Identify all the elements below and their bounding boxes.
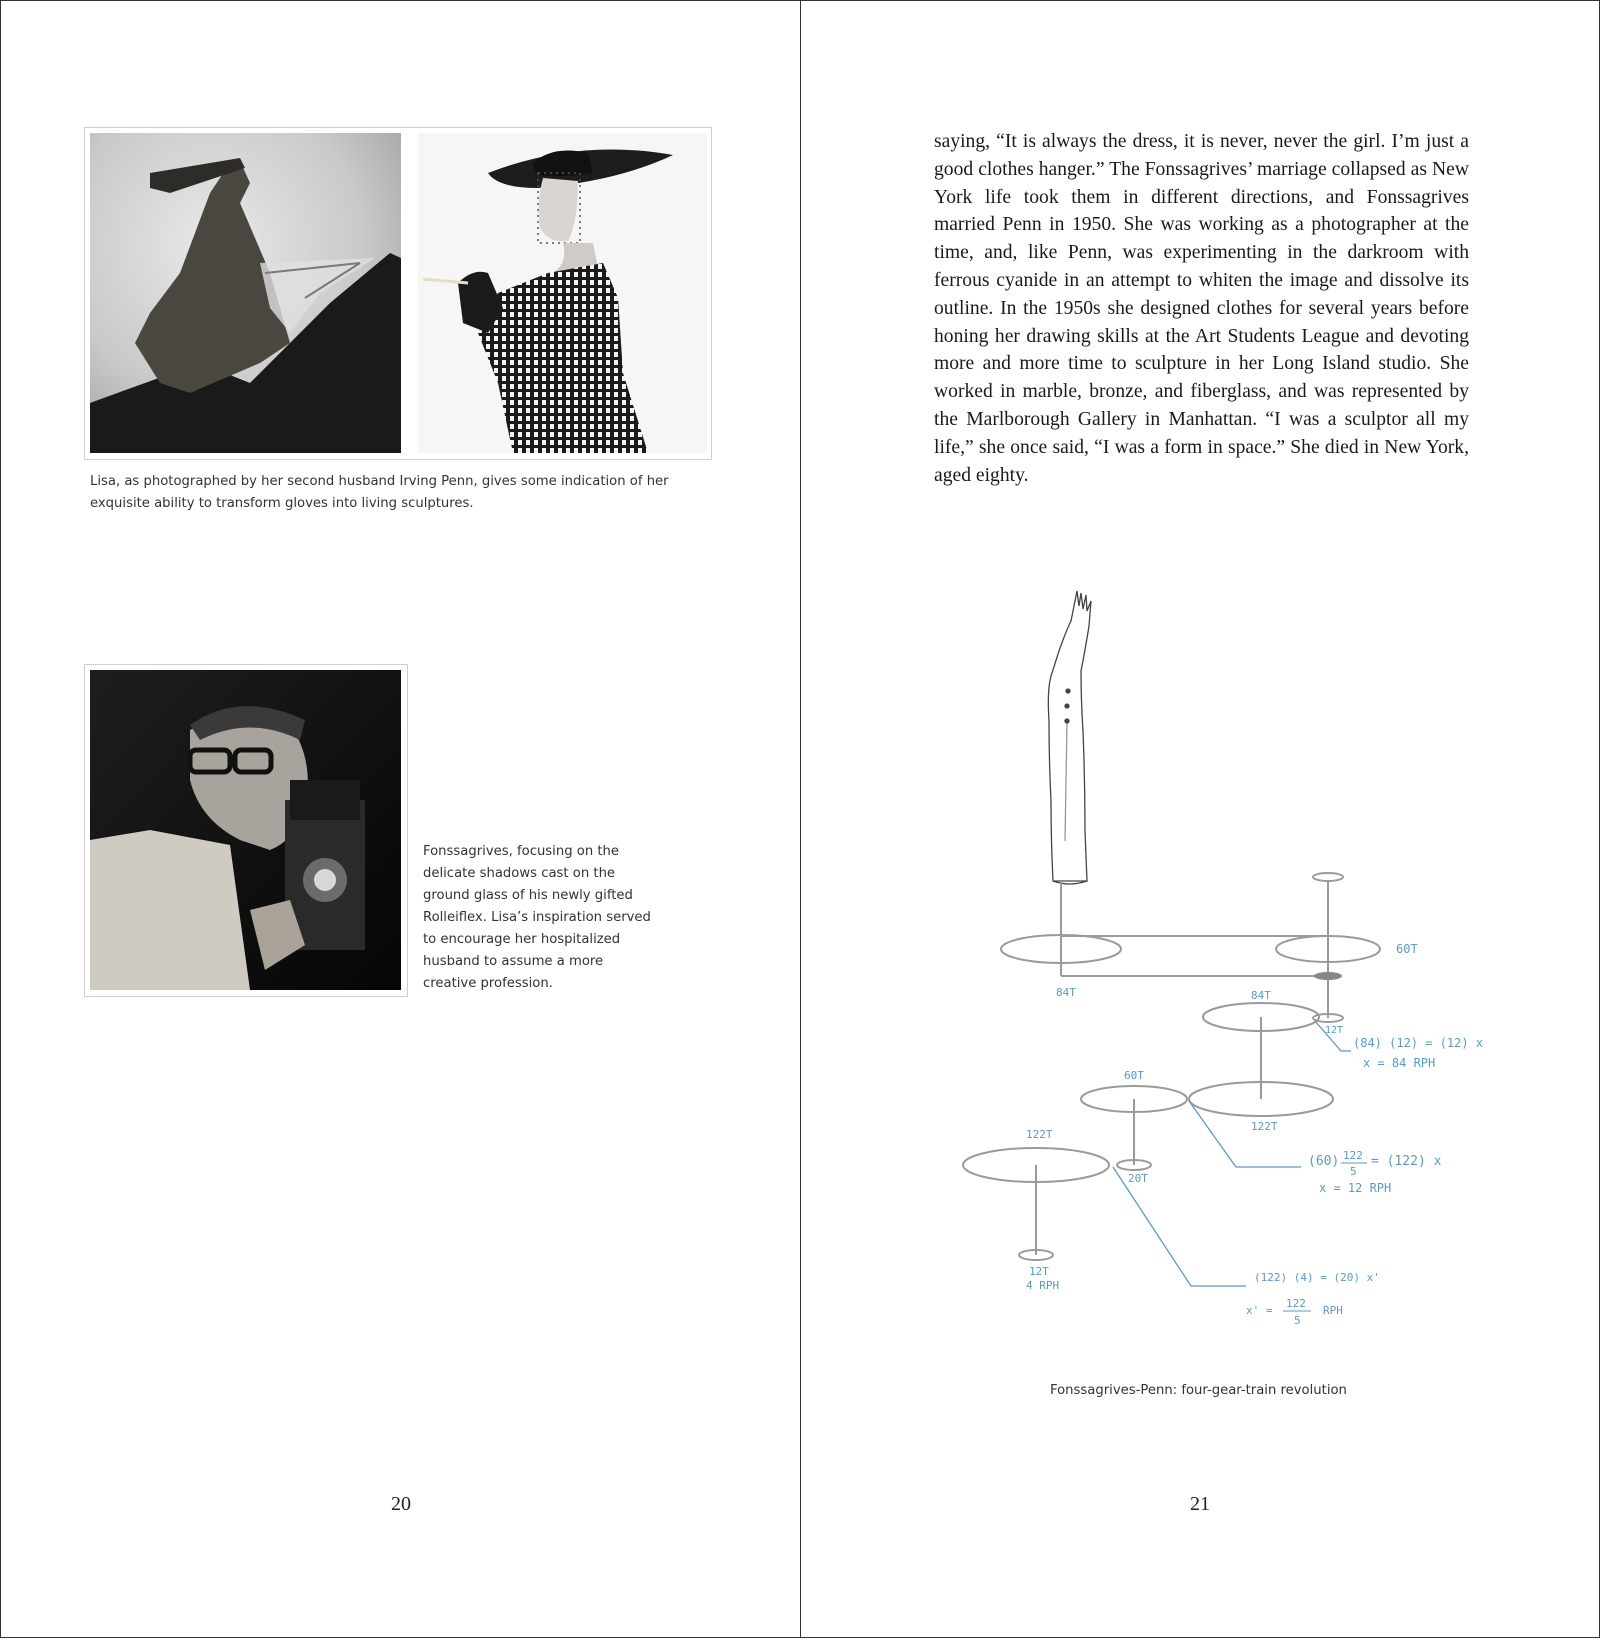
photographer-caption: Fonssagrives, focusing on the delicate shadows cast on the ground glass of his newly gifted Rolleiflex. Lisa’s inspiration served to encourage her hospitalized husband to assume a more creative profession.	[423, 844, 651, 991]
diagram-caption: Fonssagrives-Penn: four-gear-train revolution	[1050, 1383, 1347, 1398]
label-20t: 20T	[1128, 1172, 1148, 1185]
eq3-num: 122	[1286, 1297, 1306, 1310]
photographer-photo-frame	[84, 664, 408, 997]
label-84t-mid: 84T	[1251, 989, 1271, 1002]
label-60t-mid: 60T	[1124, 1069, 1144, 1082]
label-12t-bottom: 12T	[1029, 1265, 1049, 1278]
eq3-line1: (122) (4) = (20) x'	[1254, 1271, 1380, 1284]
eq2-line2: x = 12 RPH	[1319, 1181, 1392, 1195]
eq3-den: 5	[1294, 1314, 1301, 1327]
label-122t-left: 122T	[1026, 1128, 1053, 1141]
label-84t-left: 84T	[1056, 986, 1076, 999]
right-page	[800, 0, 1600, 1638]
gear-top-hub	[1313, 873, 1343, 881]
glove-sculpture-photo	[90, 133, 401, 453]
label-122t-right: 122T	[1251, 1120, 1278, 1133]
body-text: saying, “It is always the dress, it is never, never the girl. I’m just a good clothes hanger.” The Fonssagrives’ marriage collapsed as New York life took them in different directions, and Fonssagrives married Penn in 1950. She was working as a photographer at the time, and, like Penn, was experimenting in the darkroom with ferrous cyanide in an attempt to whiten the image and dissolve its outline. In the 1950s she designed clothes for several years before honing her drawing skills at the Art Students League and devoting more and more time to sculpture in her Long Island studio. She worked in marble, bronze, and fiberglass, and was represented by the Marlborough Gallery in Manhattan. “I was a sculptor all my life,” she once said, “I was a form in space.” She died in New York, aged eighty.	[934, 131, 1469, 486]
photo-pair-frame	[84, 127, 712, 460]
woman-in-hat-photo	[418, 133, 707, 453]
eq3-pre: x' =	[1246, 1304, 1273, 1317]
eq1-line1: (84) (12) = (12) x	[1353, 1036, 1484, 1050]
label-4rph: 4 RPH	[1026, 1279, 1060, 1292]
man-with-camera-photo	[90, 670, 401, 990]
eq2-post: = (122) x	[1371, 1154, 1442, 1169]
glove-sketch	[1048, 591, 1091, 884]
eq2-den: 5	[1350, 1165, 1357, 1178]
photo-pair-caption: Lisa, as photographed by her second husband Irving Penn, gives some indication of her exquisite ability to transform gloves into living sculptures.	[90, 474, 669, 511]
eq3-post: RPH	[1323, 1304, 1343, 1317]
eq2-pre: (60)	[1308, 1154, 1340, 1169]
page-number-right: 21	[1190, 1493, 1210, 1515]
gear-train-diagram	[981, 581, 1484, 1341]
page-number-left: 20	[391, 1493, 411, 1515]
eq1-line2: x = 84 RPH	[1363, 1056, 1436, 1070]
label-12t-a: 12T	[1325, 1025, 1344, 1036]
label-60t-top: 60T	[1396, 942, 1418, 956]
eq2-num: 122	[1343, 1149, 1363, 1162]
